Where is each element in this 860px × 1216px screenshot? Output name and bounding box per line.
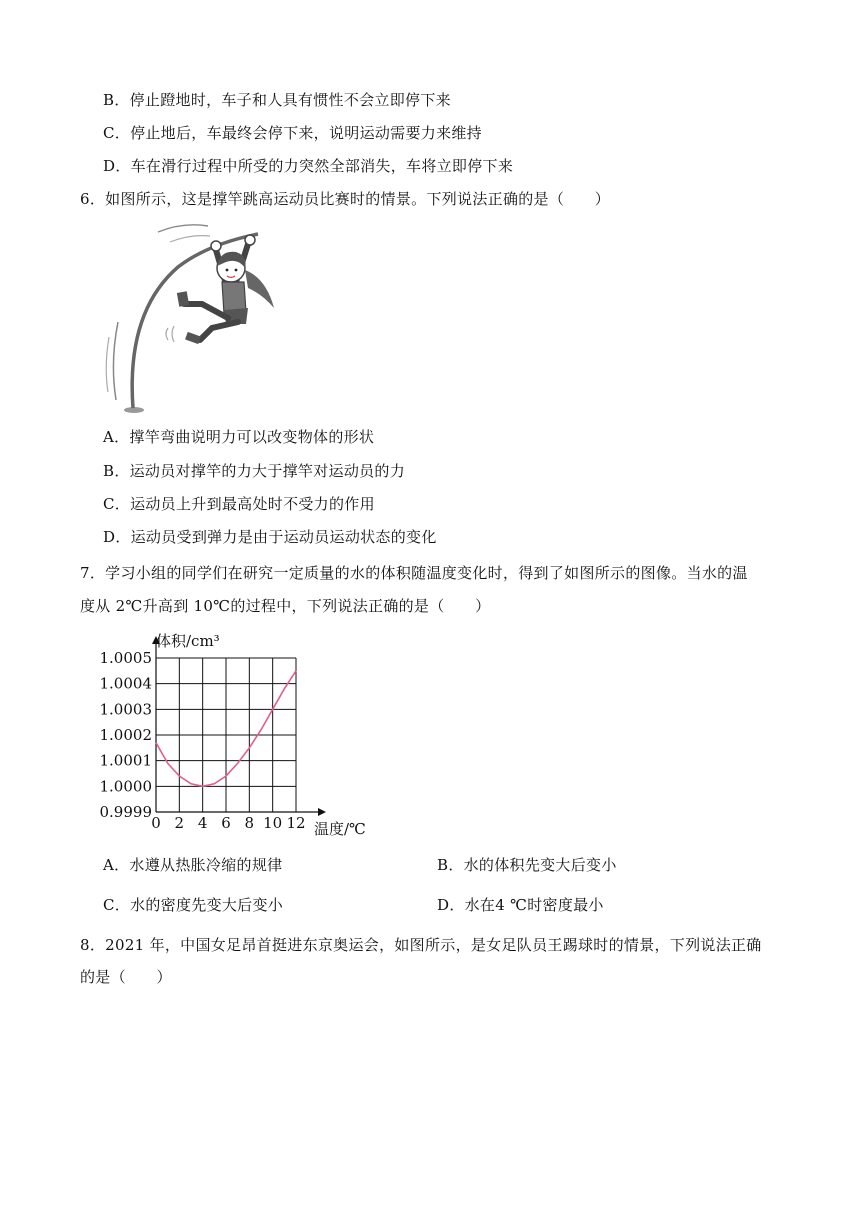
q8-stem-line2: 的是（ ） <box>80 968 172 986</box>
x-tick-label: 2 <box>174 814 185 832</box>
y-tick-label: 1.0004 <box>99 674 152 693</box>
q6-option-d: D．运动员受到弹力是由于运动员运动状态的变化 <box>103 528 437 546</box>
q7-option-a: A．水遵从热胀冷缩的规律 <box>103 856 283 874</box>
q6-option-c: C．运动员上升到最高处时不受力的作用 <box>103 495 375 513</box>
y-tick-label: 1.0003 <box>99 700 152 719</box>
x-tick-label: 4 <box>197 814 208 832</box>
x-axis-arrow <box>318 808 326 816</box>
x-tick-label: 12 <box>286 814 306 832</box>
x-tick-label: 10 <box>263 814 283 832</box>
x-tick-label: 8 <box>244 814 255 832</box>
q5-option-c: C．停止地后，车最终会停下来，说明运动需要力来维持 <box>103 124 482 142</box>
q8-stem-line1: 8．2021 年，中国女足昂首挺进东京奥运会，如图所示，是女足队员王踢球时的情景，下列说法正确 <box>80 936 762 954</box>
y-axis-label: 体积/cm³ <box>156 632 220 650</box>
q7-option-c: C．水的密度先变大后变小 <box>103 896 284 914</box>
q7-option-d: D．水在4 ℃时密度最小 <box>437 896 604 914</box>
x-tick-label: 0 <box>151 814 161 832</box>
pole-vault-illustration <box>98 222 288 416</box>
y-tick-label: 1.0005 <box>99 649 152 667</box>
q7-option-b: B．水的体积先变大后变小 <box>437 856 617 874</box>
q6-option-a: A．撑竿弯曲说明力可以改变物体的形状 <box>103 428 375 446</box>
q7-stem-line1: 7．学习小组的同学们在研究一定质量的水的体积随温度变化时，得到了如图所示的图像。当水的温 <box>80 564 748 582</box>
x-tick-label: 6 <box>221 814 231 832</box>
q5-option-b: B．停止蹬地时，车子和人具有惯性不会立即停下来 <box>103 91 451 109</box>
q5-option-d: D．车在滑行过程中所受的力突然全部消失，车将立即停下来 <box>103 157 514 175</box>
chart-svg <box>98 628 388 843</box>
q7-stem-line2: 度从 2℃升高到 10℃的过程中，下列说法正确的是（ ） <box>80 597 491 615</box>
y-tick-label: 0.9999 <box>99 803 152 821</box>
y-tick-label: 1.0000 <box>99 777 152 796</box>
q6-stem: 6．如图所示，这是撑竿跳高运动员比赛时的情景。下列说法正确的是（ ） <box>80 190 611 208</box>
volume-temperature-chart <box>98 628 388 843</box>
y-tick-label: 1.0001 <box>99 751 152 770</box>
q6-option-b: B．运动员对撑竿的力大于撑竿对运动员的力 <box>103 462 406 480</box>
x-axis-label: 温度/℃ <box>314 820 366 838</box>
y-tick-label: 1.0002 <box>99 726 152 744</box>
